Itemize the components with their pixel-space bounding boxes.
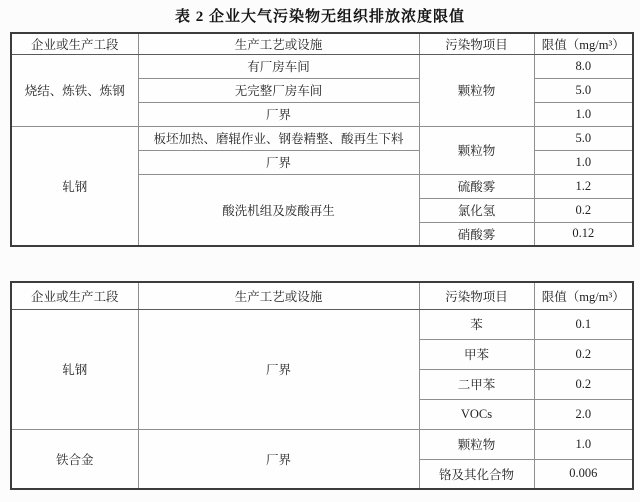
limit-cell: 5.0 xyxy=(534,78,633,102)
process-cell: 厂界 xyxy=(138,102,419,126)
limit-cell: 1.0 xyxy=(534,150,633,174)
limit-cell: 0.2 xyxy=(534,369,633,399)
pollutant-cell: 甲苯 xyxy=(419,339,534,369)
pollutant-cell: 氯化氢 xyxy=(419,198,534,222)
limit-cell: 1.0 xyxy=(534,429,633,459)
pollutant-cell: 硝酸雾 xyxy=(419,222,534,246)
table-row xyxy=(11,429,633,459)
limit-cell: 0.12 xyxy=(534,222,633,246)
header-limit-value: 限值（mg/m³） xyxy=(534,33,633,54)
limit-cell: 0.2 xyxy=(534,339,633,369)
process-cell-boundary: 厂界 xyxy=(138,309,419,429)
table-row xyxy=(11,126,633,150)
pollutant-cell: 硫酸雾 xyxy=(419,174,534,198)
pollutant-cell: 苯 xyxy=(419,309,534,339)
process-cell: 有厂房车间 xyxy=(138,54,419,78)
table-row xyxy=(11,54,633,78)
limit-cell: 2.0 xyxy=(534,399,633,429)
fugitive-emission-limits-table-1 xyxy=(10,32,634,247)
limit-cell: 8.0 xyxy=(534,54,633,78)
group-cell-rolling: 轧钢 xyxy=(11,126,138,246)
limit-cell: 0.006 xyxy=(534,459,633,489)
limit-cell: 5.0 xyxy=(534,126,633,150)
header-enterprise-section: 企业或生产工段 xyxy=(11,282,138,309)
pollutant-cell: 铬及其化合物 xyxy=(419,459,534,489)
table-header-row xyxy=(11,33,633,54)
limit-cell: 1.0 xyxy=(534,102,633,126)
limit-cell: 0.2 xyxy=(534,198,633,222)
table-row xyxy=(11,309,633,339)
group-cell-sintering-ironmaking-steelmaking: 烧结、炼铁、炼钢 xyxy=(11,54,138,126)
header-pollutant-item: 污染物项目 xyxy=(419,282,534,309)
group-cell-rolling: 轧钢 xyxy=(11,309,138,429)
process-cell: 无完整厂房车间 xyxy=(138,78,419,102)
table-header-row xyxy=(11,282,633,309)
pollutant-cell: 二甲苯 xyxy=(419,369,534,399)
header-process-facility: 生产工艺或设施 xyxy=(138,33,419,54)
table-title: 表 2 企业大气污染物无组织排放浓度限值 xyxy=(174,9,465,25)
process-cell-boundary: 厂界 xyxy=(138,429,419,489)
header-process-facility: 生产工艺或设施 xyxy=(138,282,419,309)
pollutant-cell: 颗粒物 xyxy=(419,429,534,459)
group-cell-ferroalloy: 铁合金 xyxy=(11,429,138,489)
limit-cell: 1.2 xyxy=(534,174,633,198)
process-cell: 厂界 xyxy=(138,150,419,174)
header-limit-value: 限值（mg/m³） xyxy=(534,282,633,309)
header-pollutant-item: 污染物项目 xyxy=(419,33,534,54)
pollutant-cell: 颗粒物 xyxy=(419,54,534,126)
limit-cell: 0.1 xyxy=(534,309,633,339)
fugitive-emission-limits-table-2 xyxy=(10,281,634,490)
process-cell: 板坯加热、磨辊作业、钢卷精整、酸再生下料 xyxy=(138,126,419,150)
pollutant-cell: 颗粒物 xyxy=(419,126,534,174)
header-enterprise-section: 企业或生产工段 xyxy=(11,33,138,54)
pollutant-cell: VOCs xyxy=(419,399,534,429)
process-cell-pickling: 酸洗机组及废酸再生 xyxy=(138,174,419,246)
